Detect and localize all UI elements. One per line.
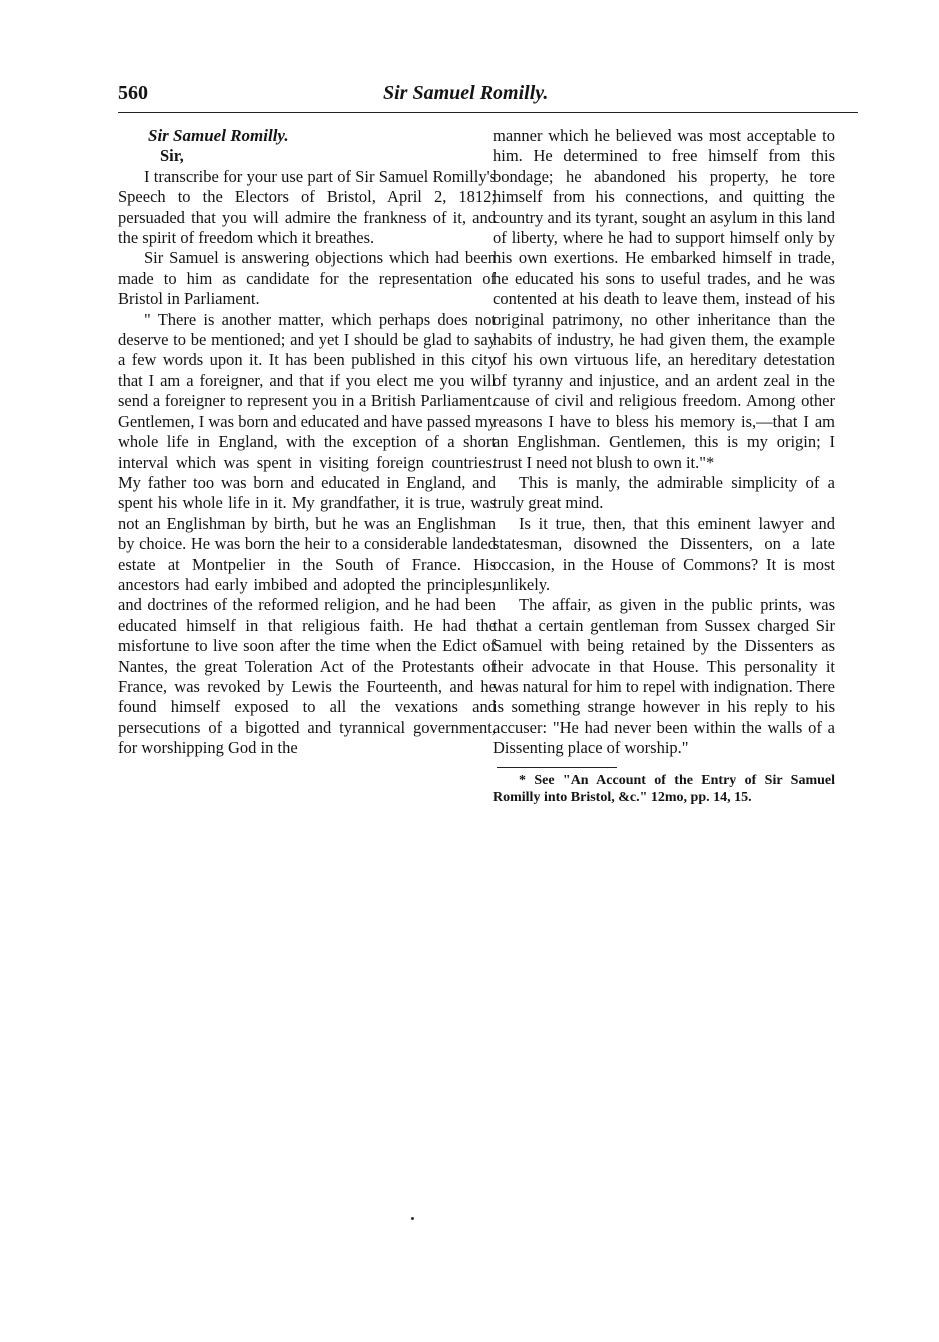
header-rule	[118, 112, 858, 113]
right-paragraph: This is manly, the admirable simplicity of a truly great mind.	[493, 472, 835, 513]
right-paragraph: Is it true, then, that this eminent lawyer and statesman, disowned the Dissenters, on a late occasion, in the House of Commons? It is most unlikely.	[493, 513, 835, 594]
salutation: Sir,	[160, 146, 184, 166]
right-paragraph: manner which he believed was most acceptable to him. He determined to free himself from this bondage; he abandoned his property, he tore himself from his connections, and quitting the country and its tyrant, sought an asylum in this land of liberty, where he had to support himself only by his own exertions. He embarked himself in trade, he educated his sons to useful trades, and he was contented at his death to leave them, instead of his original patrimony, no other inheritance than the habits of industry, he had given them, the example of his own virtuous life, an hereditary detestation of tyranny and injustice, and an ardent zeal in the cause of civil and religious freedom. Among other reasons I have to bless his memory is,—that I am an Englishman. Gentlemen, this is my origin; I trust I need not blush to own it."*	[493, 126, 835, 472]
left-paragraph: " There is another matter, which perhaps does not deserve to be mentioned; and yet I should be glad to say a few words upon it. It has been published in this city that I am a foreigner, and that if you elect me you will send a foreigner to represent you in a British Parliament. Gentlemen, I was born and educated and have passed my whole life in England, with the exception of a short interval which was spent in visiting foreign countries. My father too was born and educated in England, and spent his whole life in it. My grandfather, it is true, was not an Englishman by birth, but he was an Englishman by choice. He was born the heir to a considerable landed estate at Montpelier in the South of France. His ancestors had early imbibed and adopted the principles, and doctrines of the reformed religion, and he had been educated himself in that religious faith. He had the misfortune to live soon after the time when the Edict of Nantes, the great Toleration Act of the Protestants of France, was revoked by Lewis the Fourteenth, and he found himself exposed to all the vexations and persecutions of a bigotted and tyrannical government, for worshipping God in the	[118, 309, 496, 758]
right-paragraph: The affair, as given in the public prints, was that a certain gentleman from Sussex charged Sir Samuel with being retained by the Dissenters as their advocate in that House. This personality it was natural for him to repel with indignation. There is something strange however in his reply to his accuser: "He had never been within the walls of a Dissenting place of worship."	[493, 595, 835, 758]
right-column	[493, 126, 835, 806]
left-paragraph: Sir Samuel is answering objections which had been made to him as candidate for the representation of Bristol in Parliament.	[118, 248, 496, 309]
article-title: Sir Samuel Romilly.	[148, 126, 289, 145]
running-head	[118, 82, 858, 110]
footnote-rule	[497, 767, 617, 768]
page-number: 560	[118, 82, 148, 104]
running-title: Sir Samuel Romilly.	[383, 82, 549, 104]
left-column	[118, 126, 496, 759]
left-paragraph: I transcribe for your use part of Sir Samuel Romilly's Speech to the Electors of Bristol, April 2, 1812; persuaded that you will admire the frankness of it, and the spirit of freedom which it breathes.	[118, 166, 496, 248]
footnote: * See "An Account of the Entry of Sir Samuel Romilly into Bristol, &c." 12mo, pp. 14, 15.	[493, 772, 835, 805]
ink-speck	[411, 1217, 414, 1220]
